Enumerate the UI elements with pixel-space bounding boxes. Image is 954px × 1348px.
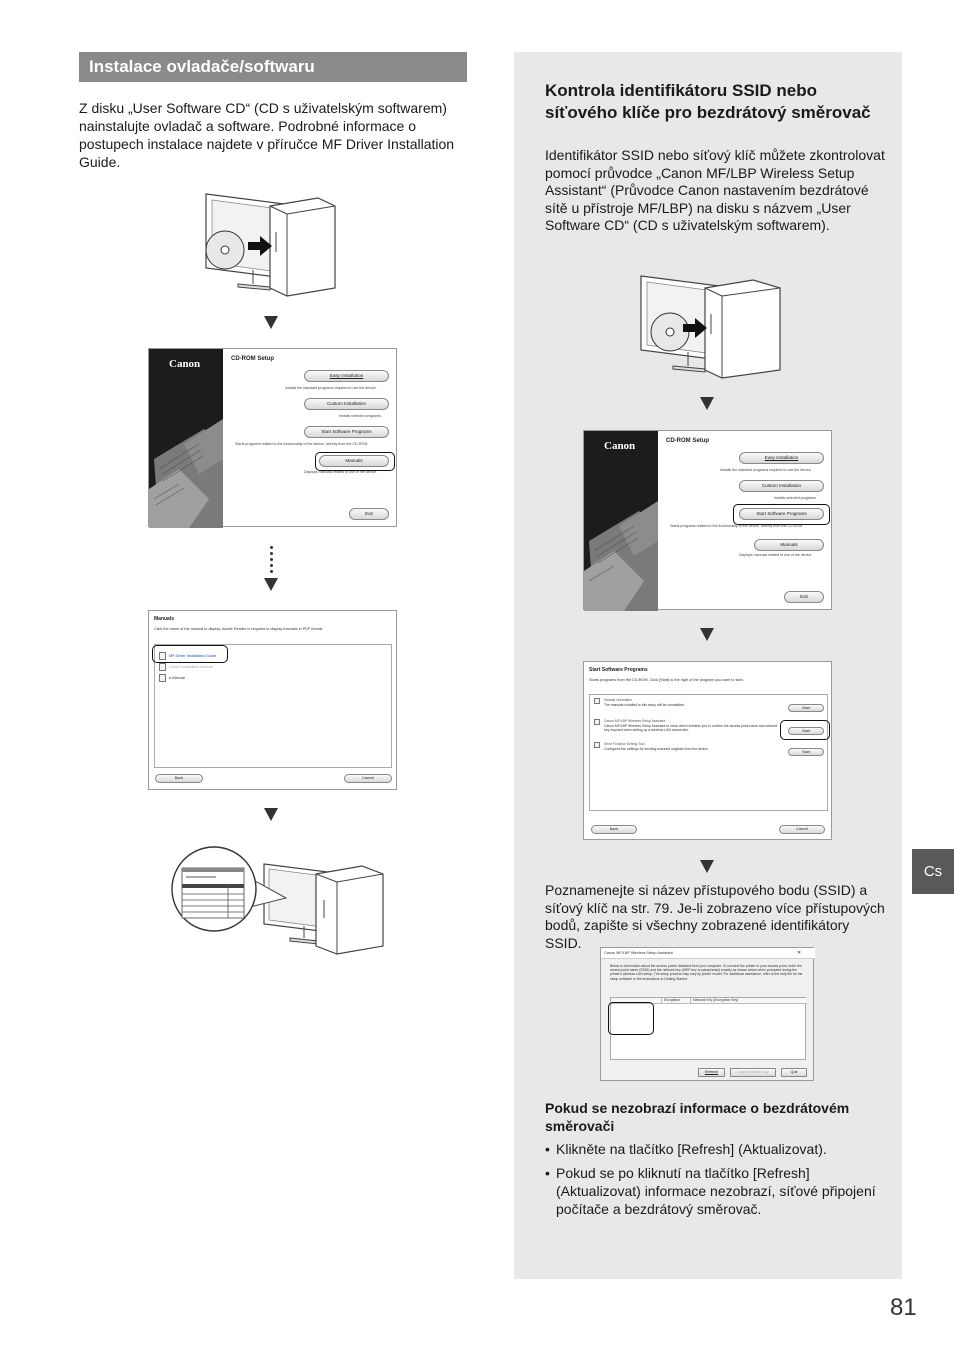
quit-button[interactable]: Quit <box>781 1068 807 1077</box>
manuals-instruction: Click the name of the manual to display. Adobe Reader is required to display manuals in PDF format. <box>154 627 324 631</box>
right-paragraph-2: Poznamenejte si název přístupového bodu (SSID) a síťový klíč na str. 79. Je-li zobrazeno více přístupových bodů, zapište si všechny zobrazené identifikátory SSID. <box>545 882 885 951</box>
arrow-down <box>700 397 714 410</box>
documents-graphic <box>149 349 223 528</box>
start-software-desc: Starts programs related to the functionality of the device, directly from the CD-ROM. <box>235 442 369 446</box>
manuals-dialog-screenshot <box>148 610 397 790</box>
canon-logo: Canon <box>604 440 636 452</box>
cancel-button[interactable]: Cancel <box>779 825 825 834</box>
col-network-key: Network Key (Encryption Key) <box>693 998 739 1002</box>
program-1-name: Manual Uninstaller <box>604 698 633 702</box>
easy-installation-desc: Installs the standard programs required to use the device. <box>285 386 377 390</box>
ssp-title: Start Software Programs <box>589 667 648 673</box>
insert-cd-illustration <box>190 188 340 298</box>
ssp-program-list <box>589 694 828 811</box>
highlight-box <box>780 720 830 740</box>
back-button[interactable]: Back <box>155 774 203 783</box>
dotted-connector <box>270 546 273 576</box>
page-number: 81 <box>890 1294 917 1321</box>
wireless-icon <box>594 719 600 725</box>
wsa-title: Canon MF/LBP Wireless Setup Assistant <box>604 951 673 955</box>
back-button[interactable]: Back <box>591 825 637 834</box>
manuals-desc: Displays manuals related to use of the device. <box>739 553 813 557</box>
ssp-instruction: Starts programs from the CD-ROM. Click [Start] to the right of the program you want to start. <box>589 678 744 682</box>
program-2-name: Canon MF/LBP Wireless Setup Assistant <box>604 719 666 723</box>
highlight-box <box>315 452 395 471</box>
custom-installation-button[interactable]: Custom Installation <box>304 398 389 410</box>
start-software-desc: Starts programs related to the functionality of the device, directly from the CD-ROM. <box>670 524 804 528</box>
section-title: Instalace ovladače/softwaru <box>79 52 467 82</box>
custom-installation-desc: Installs selected programs. <box>774 496 817 500</box>
cdrom-setup-screenshot <box>148 348 397 527</box>
col-encryption: Encryption <box>664 998 681 1002</box>
easy-installation-button[interactable]: Easy Installation <box>739 452 824 464</box>
right-paragraph-1: Identifikátor SSID nebo síťový klíč můžete zkontrolovat pomocí průvodce „Canon MF/LBP Wireless Setup Assistant“ (Průvodce Canon nastavením bezdrátové sítě u přístroje MF/LBP) na disku s názvem „User Software CD“ (CD s uživatelským softwarem). <box>545 147 885 234</box>
arrow-down <box>700 860 714 873</box>
program-1-desc: The manuals installed to this setup will be uninstalled. <box>604 703 685 707</box>
bullet-item: • Klikněte na tlačítko [Refresh] (Aktualizovat). <box>545 1140 885 1158</box>
send-icon <box>594 742 600 748</box>
arrow-down <box>264 316 278 329</box>
manuals-title: Manuals <box>154 616 175 622</box>
cdrom-title: CD-ROM Setup <box>666 438 709 444</box>
cdrom-sidebar <box>584 431 658 609</box>
highlight-box <box>608 1002 654 1035</box>
bullet-item: • Pokud se po kliknutí na tlačítko [Refresh] (Aktualizovat) informace nezobrazí, síťové připojení počítače a bezdrátový směrovač. <box>545 1164 885 1218</box>
highlight-box <box>733 504 830 525</box>
documents-graphic <box>584 431 658 611</box>
manual-link-online[interactable]: Online Installation Manual <box>169 665 213 669</box>
custom-installation-button[interactable]: Custom Installation <box>739 480 824 492</box>
cancel-button[interactable]: Cancel <box>344 774 392 783</box>
arrow-down <box>264 578 278 591</box>
manual-link-emanual[interactable]: e-Manual <box>169 676 185 680</box>
canon-logo: Canon <box>169 358 201 370</box>
easy-installation-desc: Installs the standard programs required to use the device. <box>720 468 812 472</box>
start-button-3[interactable]: Start <box>788 748 824 756</box>
uninstaller-icon <box>594 698 600 704</box>
cdrom-sidebar <box>149 349 223 526</box>
easy-installation-button[interactable]: Easy Installation <box>304 370 389 382</box>
refresh-button[interactable]: Refresh <box>698 1068 725 1077</box>
program-2-desc: Canon MF/LBP Wireless Setup Assistant to show which wireless you to confirm the access point name and network key required when setting up a wireless LAN connection. <box>604 724 778 732</box>
pdf-icon <box>159 674 166 682</box>
close-icon[interactable]: ✕ <box>797 950 802 956</box>
intro-paragraph: Z disku „User Software CD“ (CD s uživatelským softwarem) nainstalujte ovladač a software. Podrobné informace o postupech instalace najdete v příručce MF Driver Installation Guide. <box>79 100 455 170</box>
program-3-name: Send Function Setting Tool <box>604 742 645 746</box>
program-3-desc: Configures the settings for sending scanned originals from the device. <box>604 747 709 751</box>
note-bullets <box>545 1140 885 1224</box>
copy-network-key-button[interactable]: Copy Network Key <box>730 1068 776 1077</box>
language-tab: Cs <box>912 849 954 894</box>
exit-button[interactable]: Exit <box>784 591 824 603</box>
cdrom-title: CD-ROM Setup <box>231 356 274 362</box>
insert-cd-illustration <box>625 270 785 380</box>
cdrom-setup-screenshot-right <box>583 430 832 610</box>
manuals-button[interactable]: Manuals <box>319 455 389 467</box>
start-software-programs-button[interactable]: Start Software Programs <box>304 426 389 438</box>
manuals-button[interactable]: Manuals <box>754 539 824 551</box>
pdf-icon <box>159 663 166 671</box>
start-software-programs-button[interactable]: Start Software Programs <box>739 508 824 520</box>
manual-link-driver-guide[interactable]: MF Driver Installation Guide <box>169 654 217 658</box>
arrow-down <box>264 808 278 821</box>
custom-installation-desc: Installs selected programs. <box>339 414 382 418</box>
wireless-setup-assistant-screenshot <box>600 947 814 1081</box>
highlight-box <box>152 645 228 663</box>
manuals-desc: Displays manuals related to use of the device. <box>304 470 378 474</box>
right-title: Kontrola identifikátoru SSID nebo síťového klíče pro bezdrátový směrovač <box>545 81 871 122</box>
computer-screen-illustration <box>166 846 388 956</box>
start-button-2[interactable]: Start <box>788 727 824 735</box>
wsa-body: Below is information about the access points detected from your computer. To connect the printer to your access point, enter the access point name (SSID) and the network key (WEP key or passphrase) exactly as shown below when prompted during the printer's wireless LAN setup. The setup process may vary by printer model. For additional assistance, refer to the help file for the setup software or the instructions in Getting Started. <box>610 964 803 981</box>
exit-button[interactable]: Exit <box>349 508 389 520</box>
arrow-down <box>700 628 714 641</box>
start-button-1[interactable]: Start <box>788 704 824 712</box>
start-software-programs-screenshot <box>583 661 832 840</box>
note-title: Pokud se nezobrazí informace o bezdrátovém směrovači <box>545 1100 850 1134</box>
